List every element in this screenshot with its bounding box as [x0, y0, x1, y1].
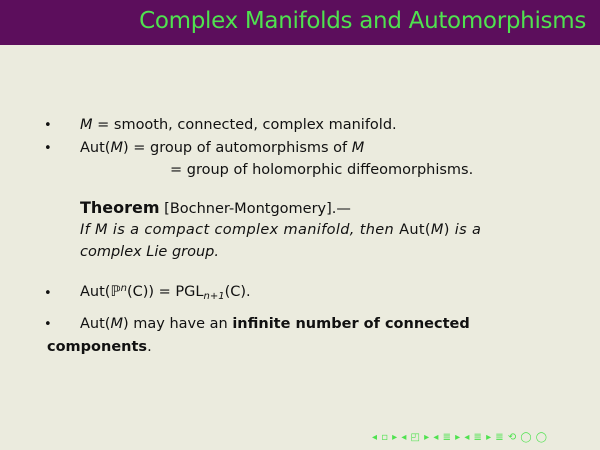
bullet-symbol: •: [44, 286, 52, 301]
var-m: M: [80, 117, 93, 133]
theorem-attribution: [Bochner-Montgomery].—: [159, 201, 351, 217]
bullet-4: [80, 316, 470, 332]
theorem-heading: [80, 198, 351, 217]
aut-label: Aut(: [399, 222, 431, 238]
paren: ): [122, 140, 129, 156]
var-m: M: [430, 222, 444, 238]
bullet-2-text: = group of automorphisms of: [128, 140, 352, 156]
bullet-symbol: •: [44, 317, 52, 332]
bullet-symbol: •: [44, 141, 52, 156]
var-m: M: [110, 140, 123, 156]
period: .: [147, 339, 152, 355]
theorem-line-1: [80, 222, 481, 238]
bullet-3: [80, 284, 251, 300]
superscript: n: [120, 283, 127, 294]
beamer-navigation-bar[interactable]: [372, 432, 547, 443]
theorem-label: Theorem: [80, 198, 160, 217]
bullet-2-continuation: = group of holomorphic diffeomorphisms.: [170, 162, 474, 178]
var-m: M: [95, 222, 108, 238]
bullet-4-continuation: [47, 339, 152, 355]
bullet-4-text: may have an: [128, 316, 233, 332]
bullet-1-text: = smooth, connected, complex manifold.: [92, 117, 397, 133]
aut-label: Aut(: [80, 140, 111, 156]
slide-title: Complex Manifolds and Automorphisms: [139, 8, 586, 34]
theorem-text: is a: [449, 222, 482, 238]
var-m: M: [110, 316, 123, 332]
navigation-icons[interactable]: ◂ ▫ ▸ ◂ ◰ ▸ ◂ ≣ ▸ ◂ ≣ ▸ ≣ ⟲ ◯ ◯: [372, 432, 548, 443]
theorem-text: If: [80, 222, 96, 238]
theorem-line-2: complex Lie group.: [80, 244, 219, 260]
paren: ): [122, 316, 129, 332]
var-m: M: [351, 140, 365, 156]
aut-label: Aut(: [80, 316, 111, 332]
bullet-1: [80, 117, 397, 133]
bullet-4-bold: components: [47, 339, 148, 355]
bullet-2: [80, 140, 364, 156]
subscript: n+1: [203, 291, 225, 302]
bullet-3-text: Aut(ℙ: [80, 284, 121, 300]
bullet-4-bold: infinite number of connected: [232, 316, 470, 332]
bullet-3-text: (C)) = PGL: [126, 284, 204, 300]
bullet-symbol: •: [44, 118, 52, 133]
theorem-text: is a compact complex manifold, then: [107, 222, 400, 238]
paren: ): [443, 222, 450, 238]
bullet-3-text: (C).: [224, 284, 251, 300]
